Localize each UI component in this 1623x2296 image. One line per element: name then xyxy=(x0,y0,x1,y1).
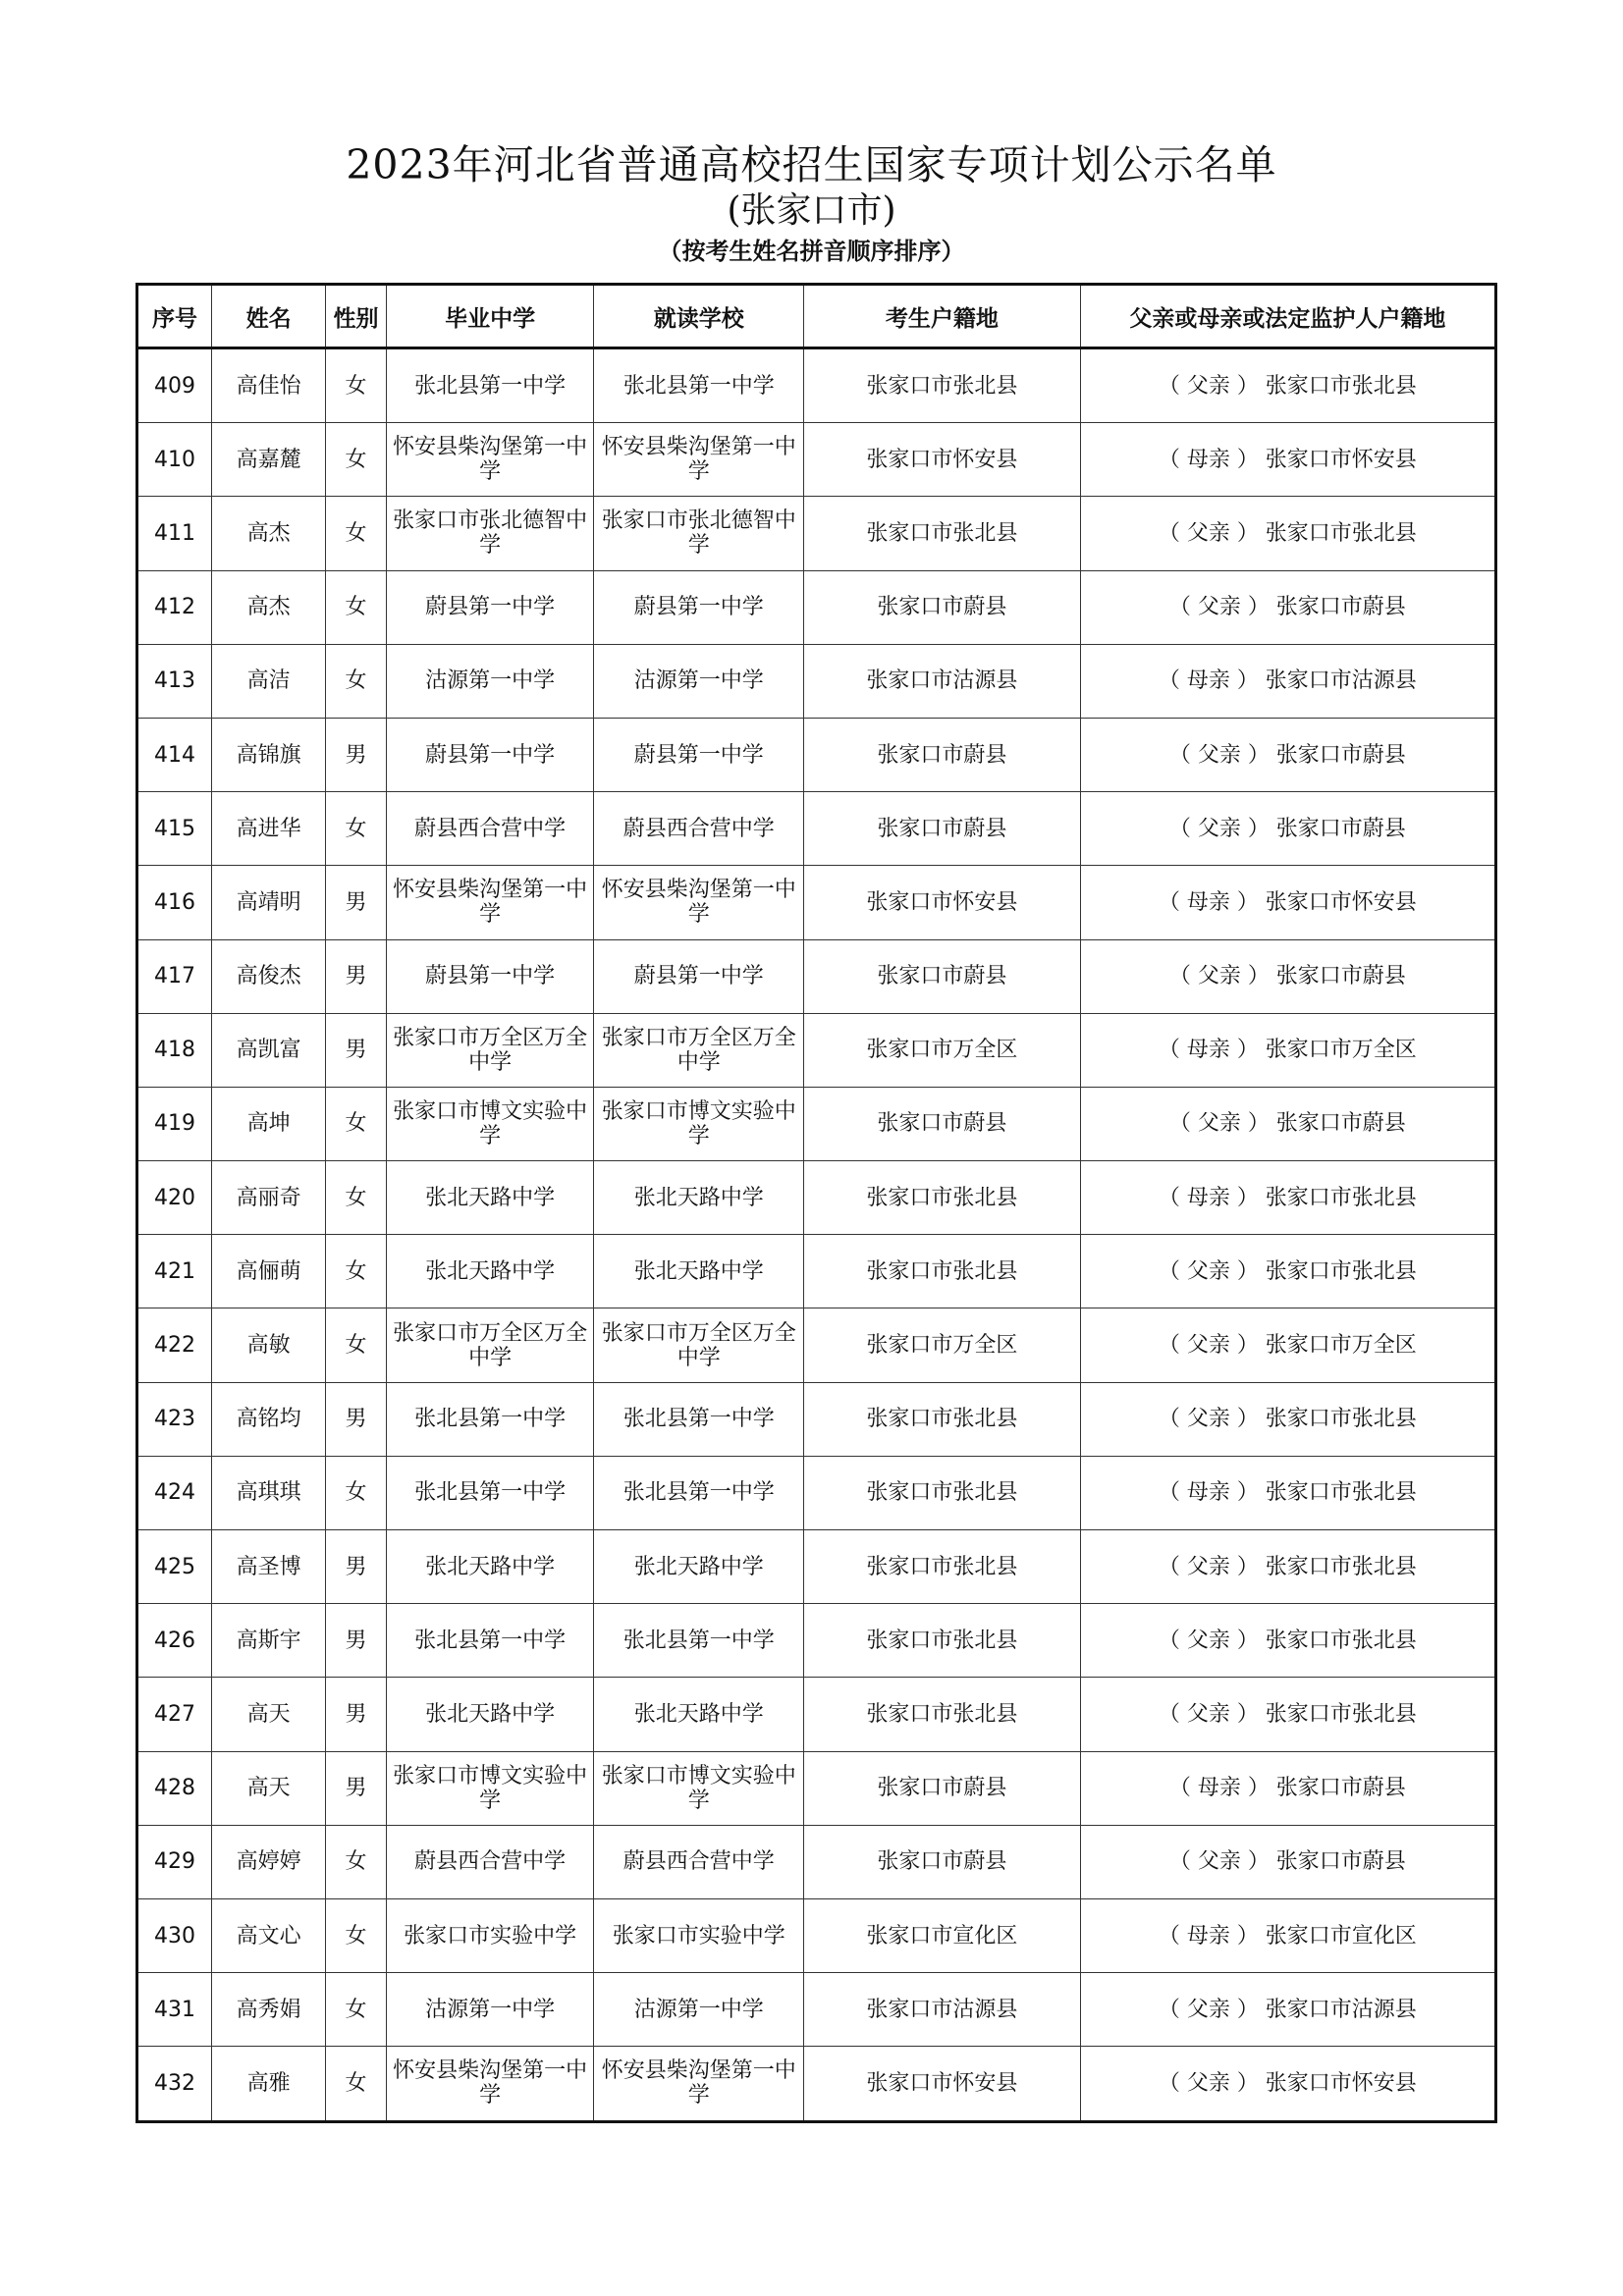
cell-current-school: 怀安县柴沟堡第一中学 xyxy=(594,423,804,497)
cell-graduated-school: 张家口市实验中学 xyxy=(386,1898,594,1972)
cell-current-school: 张家口市万全区万全中学 xyxy=(594,1013,804,1087)
cell-guardian-residence: （ 母亲 ） 张家口市怀安县 xyxy=(1080,866,1495,939)
column-header-gender: 性别 xyxy=(326,285,387,348)
cell-guardian-residence: （ 父亲 ） 张家口市蔚县 xyxy=(1080,939,1495,1013)
cell-gender: 男 xyxy=(326,1382,387,1456)
cell-index: 416 xyxy=(137,866,212,939)
cell-index: 425 xyxy=(137,1530,212,1604)
cell-student-residence: 张家口市蔚县 xyxy=(804,1087,1081,1160)
column-header-student-residence: 考生户籍地 xyxy=(804,285,1081,348)
cell-student-residence: 张家口市张北县 xyxy=(804,1530,1081,1604)
cell-name: 高婷婷 xyxy=(212,1825,326,1898)
table-row xyxy=(137,2047,1496,2121)
cell-guardian-residence: （ 母亲 ） 张家口市蔚县 xyxy=(1080,1751,1495,1825)
table-row xyxy=(137,1161,1496,1235)
document-subtitle: (张家口市) xyxy=(727,190,896,231)
cell-index: 423 xyxy=(137,1382,212,1456)
cell-index: 428 xyxy=(137,1751,212,1825)
cell-name: 高天 xyxy=(212,1751,326,1825)
cell-index: 415 xyxy=(137,792,212,866)
cell-name: 高佳怡 xyxy=(212,348,326,423)
cell-current-school: 张家口市万全区万全中学 xyxy=(594,1308,804,1382)
table-row xyxy=(137,1678,1496,1751)
cell-current-school: 沽源第一中学 xyxy=(594,644,804,718)
cell-index: 421 xyxy=(137,1235,212,1308)
cell-name: 高铭均 xyxy=(212,1382,326,1456)
table-row xyxy=(137,1751,1496,1825)
cell-index: 413 xyxy=(137,644,212,718)
table-row xyxy=(137,1308,1496,1382)
cell-student-residence: 张家口市蔚县 xyxy=(804,939,1081,1013)
cell-name: 高坤 xyxy=(212,1087,326,1160)
cell-current-school: 张家口市张北德智中学 xyxy=(594,497,804,570)
table-row xyxy=(137,792,1496,866)
cell-graduated-school: 张家口市万全区万全中学 xyxy=(386,1308,594,1382)
cell-name: 高文心 xyxy=(212,1898,326,1972)
cell-index: 420 xyxy=(137,1161,212,1235)
table-row xyxy=(137,1530,1496,1604)
cell-current-school: 蔚县西合营中学 xyxy=(594,1825,804,1898)
cell-index: 418 xyxy=(137,1013,212,1087)
cell-guardian-residence: （ 父亲 ） 张家口市张北县 xyxy=(1080,1604,1495,1678)
cell-graduated-school: 张家口市博文实验中学 xyxy=(386,1087,594,1160)
cell-current-school: 张北天路中学 xyxy=(594,1235,804,1308)
cell-guardian-residence: （ 父亲 ） 张家口市张北县 xyxy=(1080,1678,1495,1751)
cell-current-school: 蔚县西合营中学 xyxy=(594,792,804,866)
cell-graduated-school: 张家口市万全区万全中学 xyxy=(386,1013,594,1087)
cell-current-school: 怀安县柴沟堡第一中学 xyxy=(594,866,804,939)
cell-guardian-residence: （ 父亲 ） 张家口市张北县 xyxy=(1080,348,1495,423)
table-row xyxy=(137,1456,1496,1529)
cell-student-residence: 张家口市蔚县 xyxy=(804,718,1081,791)
cell-student-residence: 张家口市沽源县 xyxy=(804,1973,1081,2047)
cell-index: 424 xyxy=(137,1456,212,1529)
cell-student-residence: 张家口市张北县 xyxy=(804,1604,1081,1678)
cell-index: 417 xyxy=(137,939,212,1013)
table-row xyxy=(137,718,1496,791)
cell-guardian-residence: （ 母亲 ） 张家口市张北县 xyxy=(1080,1456,1495,1529)
table-row xyxy=(137,570,1496,644)
cell-gender: 男 xyxy=(326,718,387,791)
cell-student-residence: 张家口市蔚县 xyxy=(804,1825,1081,1898)
cell-gender: 男 xyxy=(326,1678,387,1751)
cell-name: 高俊杰 xyxy=(212,939,326,1013)
cell-index: 431 xyxy=(137,1973,212,2047)
cell-index: 410 xyxy=(137,423,212,497)
cell-student-residence: 张家口市张北县 xyxy=(804,1235,1081,1308)
cell-guardian-residence: （ 父亲 ） 张家口市蔚县 xyxy=(1080,792,1495,866)
cell-current-school: 张北县第一中学 xyxy=(594,1456,804,1529)
cell-name: 高天 xyxy=(212,1678,326,1751)
cell-index: 422 xyxy=(137,1308,212,1382)
cell-gender: 男 xyxy=(326,1604,387,1678)
cell-name: 高雅 xyxy=(212,2047,326,2121)
table-row xyxy=(137,1898,1496,1972)
cell-graduated-school: 张北县第一中学 xyxy=(386,348,594,423)
table-row xyxy=(137,1382,1496,1456)
cell-graduated-school: 张北县第一中学 xyxy=(386,1382,594,1456)
cell-student-residence: 张家口市张北县 xyxy=(804,348,1081,423)
cell-guardian-residence: （ 母亲 ） 张家口市沽源县 xyxy=(1080,644,1495,718)
cell-gender: 男 xyxy=(326,1530,387,1604)
cell-graduated-school: 张北天路中学 xyxy=(386,1678,594,1751)
column-header-graduated-school: 毕业中学 xyxy=(386,285,594,348)
cell-index: 432 xyxy=(137,2047,212,2121)
table-row xyxy=(137,1604,1496,1678)
table-row xyxy=(137,866,1496,939)
cell-index: 414 xyxy=(137,718,212,791)
cell-graduated-school: 张北县第一中学 xyxy=(386,1456,594,1529)
cell-guardian-residence: （ 父亲 ） 张家口市怀安县 xyxy=(1080,2047,1495,2121)
cell-guardian-residence: （ 母亲 ） 张家口市张北县 xyxy=(1080,1161,1495,1235)
cell-name: 高靖明 xyxy=(212,866,326,939)
cell-gender: 女 xyxy=(326,644,387,718)
cell-current-school: 张北天路中学 xyxy=(594,1161,804,1235)
cell-student-residence: 张家口市怀安县 xyxy=(804,866,1081,939)
cell-guardian-residence: （ 父亲 ） 张家口市张北县 xyxy=(1080,1530,1495,1604)
cell-student-residence: 张家口市蔚县 xyxy=(804,570,1081,644)
table-header-row xyxy=(137,285,1496,348)
cell-student-residence: 张家口市怀安县 xyxy=(804,2047,1081,2121)
cell-current-school: 蔚县第一中学 xyxy=(594,718,804,791)
cell-student-residence: 张家口市张北县 xyxy=(804,1382,1081,1456)
cell-graduated-school: 蔚县第一中学 xyxy=(386,939,594,1013)
cell-name: 高锦旗 xyxy=(212,718,326,791)
cell-guardian-residence: （ 父亲 ） 张家口市万全区 xyxy=(1080,1308,1495,1382)
cell-graduated-school: 张北天路中学 xyxy=(386,1161,594,1235)
cell-current-school: 张家口市博文实验中学 xyxy=(594,1751,804,1825)
cell-gender: 女 xyxy=(326,1235,387,1308)
cell-current-school: 蔚县第一中学 xyxy=(594,570,804,644)
cell-gender: 女 xyxy=(326,423,387,497)
sort-note: （按考生姓名拼音顺序排序） xyxy=(658,238,965,265)
cell-name: 高敏 xyxy=(212,1308,326,1382)
table-row xyxy=(137,1013,1496,1087)
cell-graduated-school: 蔚县西合营中学 xyxy=(386,1825,594,1898)
cell-gender: 女 xyxy=(326,570,387,644)
cell-name: 高俪萌 xyxy=(212,1235,326,1308)
cell-gender: 女 xyxy=(326,1456,387,1529)
cell-guardian-residence: （ 父亲 ） 张家口市沽源县 xyxy=(1080,1973,1495,2047)
cell-gender: 女 xyxy=(326,1087,387,1160)
cell-graduated-school: 沽源第一中学 xyxy=(386,644,594,718)
cell-graduated-school: 怀安县柴沟堡第一中学 xyxy=(386,866,594,939)
cell-guardian-residence: （ 父亲 ） 张家口市张北县 xyxy=(1080,1235,1495,1308)
cell-guardian-residence: （ 父亲 ） 张家口市张北县 xyxy=(1080,1382,1495,1456)
cell-guardian-residence: （ 父亲 ） 张家口市张北县 xyxy=(1080,497,1495,570)
cell-index: 409 xyxy=(137,348,212,423)
cell-name: 高杰 xyxy=(212,497,326,570)
cell-index: 430 xyxy=(137,1898,212,1972)
column-header-name: 姓名 xyxy=(212,285,326,348)
document-title: 2023年河北省普通高校招生国家专项计划公示名单 xyxy=(346,141,1277,188)
cell-graduated-school: 蔚县第一中学 xyxy=(386,718,594,791)
cell-student-residence: 张家口市万全区 xyxy=(804,1013,1081,1087)
cell-guardian-residence: （ 父亲 ） 张家口市蔚县 xyxy=(1080,570,1495,644)
cell-guardian-residence: （ 母亲 ） 张家口市宣化区 xyxy=(1080,1898,1495,1972)
cell-gender: 男 xyxy=(326,1013,387,1087)
cell-gender: 男 xyxy=(326,939,387,1013)
cell-current-school: 怀安县柴沟堡第一中学 xyxy=(594,2047,804,2121)
cell-graduated-school: 怀安县柴沟堡第一中学 xyxy=(386,2047,594,2121)
cell-student-residence: 张家口市张北县 xyxy=(804,1456,1081,1529)
cell-name: 高秀娟 xyxy=(212,1973,326,2047)
table-row xyxy=(137,1825,1496,1898)
cell-gender: 女 xyxy=(326,497,387,570)
cell-guardian-residence: （ 母亲 ） 张家口市怀安县 xyxy=(1080,423,1495,497)
column-header-current-school: 就读学校 xyxy=(594,285,804,348)
cell-name: 高洁 xyxy=(212,644,326,718)
cell-current-school: 张北县第一中学 xyxy=(594,348,804,423)
cell-guardian-residence: （ 父亲 ） 张家口市蔚县 xyxy=(1080,718,1495,791)
cell-current-school: 张北天路中学 xyxy=(594,1678,804,1751)
cell-student-residence: 张家口市宣化区 xyxy=(804,1898,1081,1972)
cell-graduated-school: 沽源第一中学 xyxy=(386,1973,594,2047)
table-body xyxy=(137,348,1496,2122)
cell-current-school: 张家口市博文实验中学 xyxy=(594,1087,804,1160)
table-row xyxy=(137,1235,1496,1308)
cell-name: 高丽奇 xyxy=(212,1161,326,1235)
cell-graduated-school: 张家口市博文实验中学 xyxy=(386,1751,594,1825)
cell-guardian-residence: （ 父亲 ） 张家口市蔚县 xyxy=(1080,1087,1495,1160)
cell-student-residence: 张家口市沽源县 xyxy=(804,644,1081,718)
roster-table xyxy=(135,283,1497,2123)
cell-student-residence: 张家口市万全区 xyxy=(804,1308,1081,1382)
cell-gender: 女 xyxy=(326,792,387,866)
table-row xyxy=(137,1973,1496,2047)
cell-index: 419 xyxy=(137,1087,212,1160)
cell-student-residence: 张家口市张北县 xyxy=(804,1678,1081,1751)
table-row xyxy=(137,1087,1496,1160)
cell-student-residence: 张家口市蔚县 xyxy=(804,792,1081,866)
cell-name: 高圣博 xyxy=(212,1530,326,1604)
table-row xyxy=(137,348,1496,423)
table-row xyxy=(137,939,1496,1013)
cell-guardian-residence: （ 父亲 ） 张家口市蔚县 xyxy=(1080,1825,1495,1898)
cell-current-school: 张北县第一中学 xyxy=(594,1604,804,1678)
cell-current-school: 沽源第一中学 xyxy=(594,1973,804,2047)
cell-name: 高嘉麓 xyxy=(212,423,326,497)
cell-graduated-school: 张北县第一中学 xyxy=(386,1604,594,1678)
cell-gender: 女 xyxy=(326,1973,387,2047)
cell-index: 412 xyxy=(137,570,212,644)
column-header-index: 序号 xyxy=(137,285,212,348)
cell-student-residence: 张家口市张北县 xyxy=(804,497,1081,570)
cell-current-school: 张北天路中学 xyxy=(594,1530,804,1604)
cell-name: 高杰 xyxy=(212,570,326,644)
table-row xyxy=(137,644,1496,718)
cell-gender: 女 xyxy=(326,1308,387,1382)
cell-gender: 女 xyxy=(326,1161,387,1235)
cell-gender: 女 xyxy=(326,348,387,423)
cell-index: 411 xyxy=(137,497,212,570)
cell-name: 高进华 xyxy=(212,792,326,866)
cell-current-school: 蔚县第一中学 xyxy=(594,939,804,1013)
cell-gender: 女 xyxy=(326,2047,387,2121)
cell-name: 高斯宇 xyxy=(212,1604,326,1678)
cell-gender: 男 xyxy=(326,866,387,939)
cell-graduated-school: 怀安县柴沟堡第一中学 xyxy=(386,423,594,497)
cell-name: 高琪琪 xyxy=(212,1456,326,1529)
cell-graduated-school: 张北天路中学 xyxy=(386,1235,594,1308)
cell-student-residence: 张家口市蔚县 xyxy=(804,1751,1081,1825)
cell-index: 426 xyxy=(137,1604,212,1678)
cell-index: 427 xyxy=(137,1678,212,1751)
cell-current-school: 张家口市实验中学 xyxy=(594,1898,804,1972)
cell-index: 429 xyxy=(137,1825,212,1898)
cell-graduated-school: 张北天路中学 xyxy=(386,1530,594,1604)
cell-name: 高凯富 xyxy=(212,1013,326,1087)
cell-gender: 男 xyxy=(326,1751,387,1825)
table-row xyxy=(137,423,1496,497)
column-header-guardian-residence: 父亲或母亲或法定监护人户籍地 xyxy=(1080,285,1495,348)
cell-graduated-school: 张家口市张北德智中学 xyxy=(386,497,594,570)
cell-graduated-school: 蔚县第一中学 xyxy=(386,570,594,644)
cell-current-school: 张北县第一中学 xyxy=(594,1382,804,1456)
cell-guardian-residence: （ 母亲 ） 张家口市万全区 xyxy=(1080,1013,1495,1087)
cell-gender: 女 xyxy=(326,1825,387,1898)
cell-student-residence: 张家口市张北县 xyxy=(804,1161,1081,1235)
cell-student-residence: 张家口市怀安县 xyxy=(804,423,1081,497)
cell-graduated-school: 蔚县西合营中学 xyxy=(386,792,594,866)
table-row xyxy=(137,497,1496,570)
cell-gender: 女 xyxy=(326,1898,387,1972)
